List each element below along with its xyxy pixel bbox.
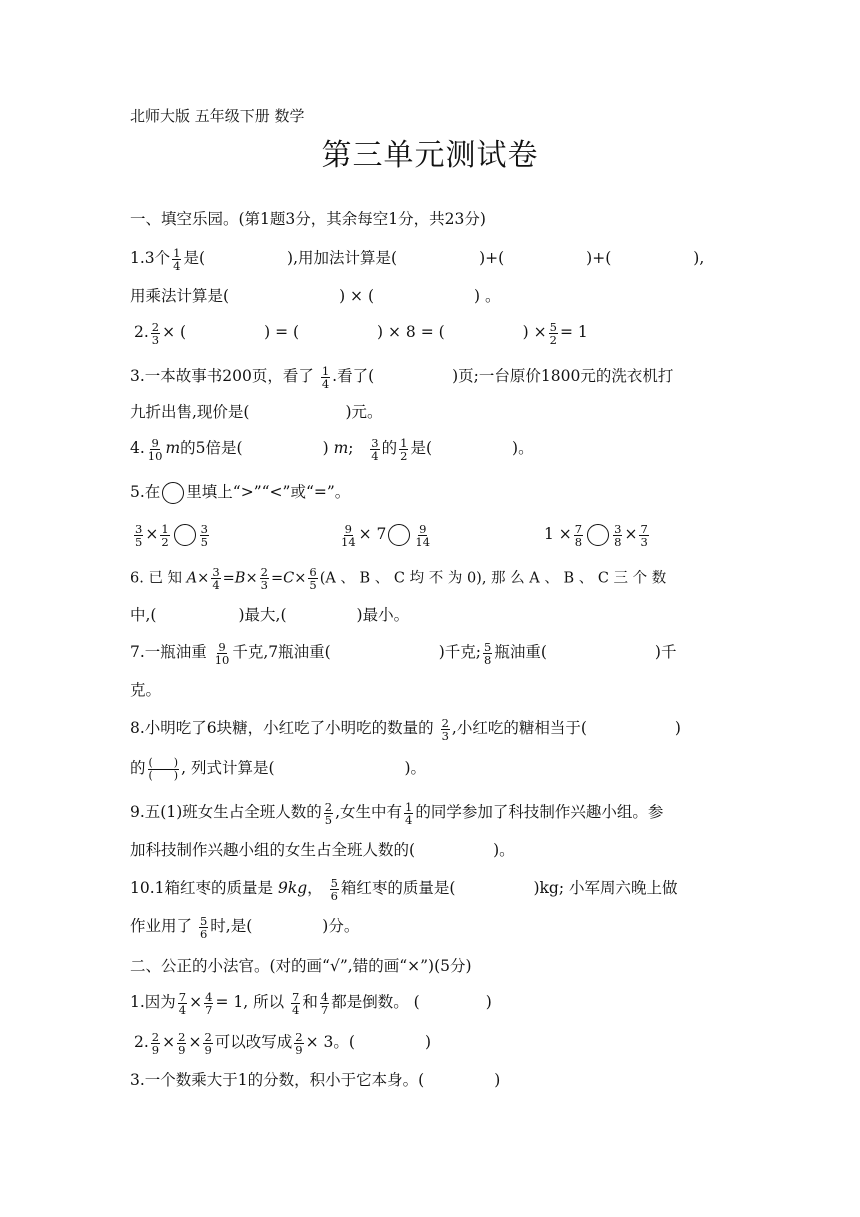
fraction-numerator: 2 bbox=[178, 1029, 186, 1044]
fraction bbox=[574, 523, 583, 548]
text-segment: ) = ( bbox=[264, 323, 300, 341]
text-segment: 用乘法计算是( bbox=[130, 287, 230, 305]
text-segment: × ( bbox=[162, 323, 187, 341]
text-segment: 箱红枣的质量是( bbox=[340, 879, 456, 897]
question-6-line-2 bbox=[130, 603, 409, 627]
text-segment: 2. bbox=[134, 323, 149, 341]
text-segment: ) bbox=[322, 439, 329, 457]
text-segment: = 1, 所以 bbox=[215, 993, 285, 1011]
text-segment: 作业用了 bbox=[130, 917, 193, 935]
question-10-line-1 bbox=[130, 876, 678, 902]
text-segment: ; bbox=[348, 439, 354, 457]
text-segment: )元。 bbox=[345, 403, 383, 421]
text-segment: 可以改写成 bbox=[214, 1033, 293, 1051]
question-9-line-2 bbox=[130, 838, 515, 862]
fraction-denominator: 5 bbox=[200, 534, 208, 549]
text-segment: )最大,( bbox=[238, 606, 287, 624]
judge-2 bbox=[134, 1030, 431, 1056]
fraction-denominator: 4 bbox=[371, 448, 379, 463]
fraction bbox=[203, 1031, 212, 1056]
fraction-denominator: 9 bbox=[151, 1042, 160, 1057]
text-segment: × bbox=[294, 570, 307, 587]
fraction-numerator: 7 bbox=[574, 521, 583, 536]
fraction-numerator: 5 bbox=[549, 319, 557, 334]
fraction bbox=[147, 437, 164, 462]
fraction-denominator: 4 bbox=[405, 812, 413, 827]
math-symbol: C bbox=[283, 570, 295, 587]
text-segment: ) × bbox=[522, 323, 547, 341]
question-8-line-2 bbox=[130, 756, 426, 782]
fraction-denominator: 5 bbox=[324, 812, 333, 827]
fraction bbox=[340, 523, 357, 548]
fraction-numerator: 9 bbox=[151, 435, 159, 450]
text-segment: = 1 bbox=[559, 323, 588, 341]
text-segment: )千 bbox=[654, 643, 677, 661]
text-segment: )。 bbox=[493, 841, 515, 859]
fraction-denominator: 7 bbox=[205, 1002, 213, 1017]
text-segment: 3.一个数乘大于1的分数，积小于它本身。( bbox=[130, 1071, 425, 1089]
fraction-denominator: 8 bbox=[484, 652, 492, 667]
fraction-numerator: 2 bbox=[151, 1029, 160, 1044]
text-segment: = bbox=[222, 570, 235, 587]
fraction-numerator: 2 bbox=[204, 1029, 212, 1044]
question-10-line-2 bbox=[130, 914, 359, 940]
fraction bbox=[414, 523, 431, 548]
fraction-denominator: 4 bbox=[292, 1002, 300, 1017]
text-segment: 2. bbox=[134, 1033, 149, 1051]
fraction bbox=[177, 1031, 186, 1056]
fraction bbox=[148, 757, 180, 782]
fraction-denominator: 3 bbox=[260, 578, 268, 592]
text-segment: )+( bbox=[586, 249, 612, 267]
text-segment: ) × ( bbox=[339, 287, 374, 305]
fraction: ) bbox=[173, 768, 179, 782]
fraction bbox=[178, 991, 187, 1016]
fraction-denominator: 9 bbox=[295, 1042, 303, 1057]
circle-blank[interactable] bbox=[162, 482, 184, 504]
circle-blank[interactable] bbox=[388, 524, 410, 546]
fraction-denominator: 4 bbox=[178, 1002, 187, 1017]
fraction-numerator: 7 bbox=[292, 989, 300, 1004]
text-segment: )。 bbox=[512, 439, 534, 457]
math-symbol: 9kg bbox=[277, 879, 308, 897]
text-segment: × 7 bbox=[358, 525, 387, 543]
fraction-denominator: 9 bbox=[178, 1042, 186, 1057]
text-segment: = bbox=[270, 570, 284, 587]
text-segment: 5.在 bbox=[130, 483, 161, 501]
text-segment: 里填上“>”“<”或“=”。 bbox=[186, 483, 351, 501]
fraction-denominator: 6 bbox=[330, 888, 338, 903]
fraction: ( bbox=[148, 768, 153, 782]
fraction-denominator: 3 bbox=[640, 534, 648, 549]
fraction bbox=[370, 437, 379, 462]
text-segment: × bbox=[188, 1033, 202, 1051]
text-segment: × bbox=[624, 525, 638, 543]
question-5-item-3 bbox=[544, 522, 651, 548]
math-symbol: m bbox=[165, 439, 181, 457]
fraction-denominator: 2 bbox=[549, 332, 557, 347]
text-segment: 加科技制作兴趣小组的女生占全班人数的( bbox=[130, 841, 416, 859]
question-9-line-1 bbox=[130, 800, 663, 826]
text-segment: ) bbox=[674, 719, 681, 737]
fraction-denominator: 2 bbox=[161, 534, 169, 549]
question-5-item-1 bbox=[132, 522, 211, 548]
fraction bbox=[211, 566, 220, 591]
fraction bbox=[204, 991, 213, 1016]
text-segment: )。 bbox=[404, 759, 427, 777]
fraction-numerator: 2 bbox=[260, 565, 268, 579]
fraction bbox=[404, 801, 413, 826]
fraction-numerator: 4 bbox=[320, 989, 329, 1004]
fraction bbox=[291, 991, 300, 1016]
fraction-numerator: 3 bbox=[200, 521, 208, 536]
text-segment: ) × 8 = ( bbox=[377, 323, 445, 341]
question-5-item-2 bbox=[338, 522, 433, 548]
text-segment: 1.因为 bbox=[130, 993, 176, 1011]
fraction bbox=[199, 915, 208, 940]
fraction bbox=[639, 523, 648, 548]
text-segment: 的 bbox=[381, 439, 398, 457]
fraction-numerator: 3 bbox=[212, 565, 220, 579]
text-segment: ， bbox=[307, 879, 323, 897]
fraction-numerator: 1 bbox=[173, 245, 181, 260]
fraction-numerator: 3 bbox=[135, 521, 143, 536]
fraction bbox=[321, 365, 330, 390]
fraction-numerator: 3 bbox=[371, 435, 379, 450]
question-8-line-1 bbox=[130, 716, 681, 742]
fraction-numerator: 6 bbox=[309, 565, 317, 579]
math-symbol: B bbox=[234, 570, 246, 587]
text-segment: 3.一本故事书200页，看了 bbox=[130, 367, 314, 385]
text-segment: (A 、 B 、 C 均 不 为 0), 那 么 A 、 B 、 C 三 个 数 bbox=[319, 570, 667, 587]
fraction bbox=[160, 523, 169, 548]
fraction-denominator: 14 bbox=[341, 534, 356, 549]
fraction bbox=[320, 991, 329, 1016]
question-5 bbox=[130, 480, 350, 504]
text-segment: ), bbox=[693, 249, 705, 267]
fraction-denominator: 7 bbox=[320, 1002, 329, 1017]
text-segment: × bbox=[145, 525, 159, 543]
question-7-line-2: 克。 bbox=[130, 681, 162, 699]
question-1-line-1 bbox=[130, 246, 704, 272]
fraction-denominator: 4 bbox=[173, 258, 181, 273]
text-segment: × bbox=[162, 1033, 176, 1051]
fraction-numerator: 9 bbox=[218, 639, 226, 654]
fraction-denominator bbox=[148, 770, 180, 782]
question-7-line-1 bbox=[130, 640, 676, 666]
fraction bbox=[294, 1031, 303, 1056]
fraction bbox=[172, 247, 181, 272]
fraction-numerator: 5 bbox=[484, 639, 492, 654]
section-1-heading: 一、填空乐园。(第1题3分，其余每空1分，共23分) bbox=[130, 210, 486, 228]
page-title: 第三单元测试卷 bbox=[321, 138, 539, 173]
judge-3 bbox=[130, 1068, 500, 1092]
fraction bbox=[613, 523, 622, 548]
fraction bbox=[151, 321, 160, 346]
fraction: ( bbox=[148, 755, 153, 769]
text-segment: 都是倒数。 ( bbox=[331, 993, 420, 1011]
text-segment: × bbox=[245, 570, 258, 587]
fraction-denominator: 2 bbox=[400, 448, 408, 463]
text-segment: ) bbox=[485, 993, 492, 1011]
text-segment: )+( bbox=[479, 249, 505, 267]
math-symbol: m bbox=[333, 439, 349, 457]
fraction-denominator: 10 bbox=[147, 448, 163, 463]
fraction-denominator: 5 bbox=[309, 578, 317, 592]
judge-1 bbox=[130, 990, 492, 1016]
text-segment: ) bbox=[424, 1033, 432, 1051]
question-4 bbox=[130, 436, 534, 462]
text-segment: ,女生中有 bbox=[335, 803, 403, 821]
text-segment: × bbox=[197, 570, 210, 587]
fraction-numerator: 1 bbox=[321, 363, 330, 378]
fraction-numerator: 2 bbox=[441, 715, 449, 730]
fraction-numerator: 5 bbox=[199, 913, 208, 928]
fraction-numerator: 1 bbox=[405, 799, 413, 814]
fraction-denominator: 14 bbox=[415, 534, 431, 549]
fraction-denominator: 6 bbox=[199, 926, 208, 941]
fraction bbox=[151, 1031, 160, 1056]
fraction bbox=[214, 641, 231, 666]
fraction-numerator: 9 bbox=[419, 521, 427, 536]
text-segment: )最小。 bbox=[356, 606, 410, 624]
fraction-numerator: 7 bbox=[640, 521, 648, 536]
text-segment: 千克,7瓶油重( bbox=[232, 643, 331, 661]
fraction-denominator: 4 bbox=[212, 578, 220, 592]
fraction-numerator: 1 bbox=[400, 435, 408, 450]
fraction-numerator: 5 bbox=[330, 875, 338, 890]
text-segment: ) bbox=[494, 1071, 501, 1089]
fraction-denominator: 3 bbox=[151, 332, 160, 347]
text-segment: .看了( bbox=[332, 367, 375, 385]
fraction-denominator: 5 bbox=[135, 534, 143, 549]
question-2 bbox=[134, 320, 588, 346]
text-segment: 9.五(1)班女生占全班人数的 bbox=[130, 803, 322, 821]
fraction bbox=[549, 321, 558, 346]
fraction-denominator: 8 bbox=[574, 534, 583, 549]
text-segment: 的5倍是( bbox=[180, 439, 243, 457]
text-segment: × 3。( bbox=[305, 1033, 355, 1051]
fraction-denominator: 8 bbox=[614, 534, 622, 549]
fraction-numerator: 4 bbox=[205, 989, 213, 1004]
fraction-numerator: 2 bbox=[295, 1029, 303, 1044]
fraction-denominator: 3 bbox=[441, 728, 449, 743]
fraction-numerator: 3 bbox=[614, 521, 622, 536]
text-segment: 1.3个 bbox=[130, 249, 171, 267]
text-segment: 1 × bbox=[544, 525, 572, 543]
fraction bbox=[134, 523, 143, 548]
text-segment: , 列式计算是( bbox=[181, 759, 275, 777]
text-segment: 是( bbox=[183, 249, 206, 267]
question-3-line-2 bbox=[130, 400, 383, 424]
doc-header: 北师大版 五年级下册 数学 bbox=[130, 107, 305, 125]
text-segment: 是( bbox=[410, 439, 433, 457]
fraction: ) bbox=[173, 755, 179, 769]
section-2-heading: 二、公正的小法官。(对的画“√”,错的画“×”)(5分) bbox=[130, 957, 472, 975]
fraction-numerator: 1 bbox=[161, 521, 169, 536]
text-segment: 6. 已 知 bbox=[130, 570, 183, 587]
text-segment: 时,是( bbox=[210, 917, 253, 935]
fraction-numerator: 2 bbox=[151, 319, 160, 334]
text-segment: )分。 bbox=[322, 917, 360, 935]
fraction-numerator: 9 bbox=[344, 521, 352, 536]
text-segment: 7.一瓶油重 bbox=[130, 643, 207, 661]
text-segment: )页;一台原价1800元的洗衣机打 bbox=[452, 367, 674, 385]
fraction bbox=[308, 566, 317, 591]
text-segment: )kg; 小军周六晚上做 bbox=[533, 879, 678, 897]
text-segment: 中,( bbox=[130, 606, 157, 624]
text-segment: 4. bbox=[130, 439, 145, 457]
question-1-line-2 bbox=[130, 284, 500, 308]
fraction bbox=[483, 641, 492, 666]
text-segment: × bbox=[189, 993, 203, 1011]
fraction-denominator: 10 bbox=[214, 652, 230, 667]
fraction bbox=[441, 717, 450, 742]
question-6-line-1 bbox=[130, 566, 666, 591]
math-symbol: A bbox=[186, 570, 198, 587]
text-segment: ),用加法计算是( bbox=[287, 249, 398, 267]
text-segment: 和 bbox=[302, 993, 318, 1011]
fraction bbox=[324, 801, 333, 826]
fraction bbox=[399, 437, 408, 462]
fraction-denominator: 9 bbox=[204, 1042, 212, 1057]
text-segment: 的同学参加了科技制作兴趣小组。参 bbox=[415, 803, 664, 821]
fraction-numerator: 7 bbox=[178, 989, 187, 1004]
fraction-denominator: 4 bbox=[321, 376, 330, 391]
fraction bbox=[330, 877, 339, 902]
question-3-line-1 bbox=[130, 364, 673, 390]
text-segment: 8.小明吃了6块糖，小红吃了小明吃的数量的 bbox=[130, 719, 434, 737]
text-segment: ,小红吃的糖相当于( bbox=[451, 719, 587, 737]
fraction bbox=[200, 523, 209, 548]
circle-blank[interactable] bbox=[174, 524, 196, 546]
fraction bbox=[260, 566, 269, 591]
text-segment: 九折出售,现价是( bbox=[130, 403, 250, 421]
text-segment: 的 bbox=[130, 759, 146, 777]
text-segment: ) 。 bbox=[474, 287, 501, 305]
text-segment: )千克; bbox=[438, 643, 481, 661]
circle-blank[interactable] bbox=[587, 524, 609, 546]
text-segment: 瓶油重( bbox=[494, 643, 547, 661]
fraction-numerator: 2 bbox=[324, 799, 333, 814]
text-segment: 10.1箱红枣的质量是 bbox=[130, 879, 274, 897]
